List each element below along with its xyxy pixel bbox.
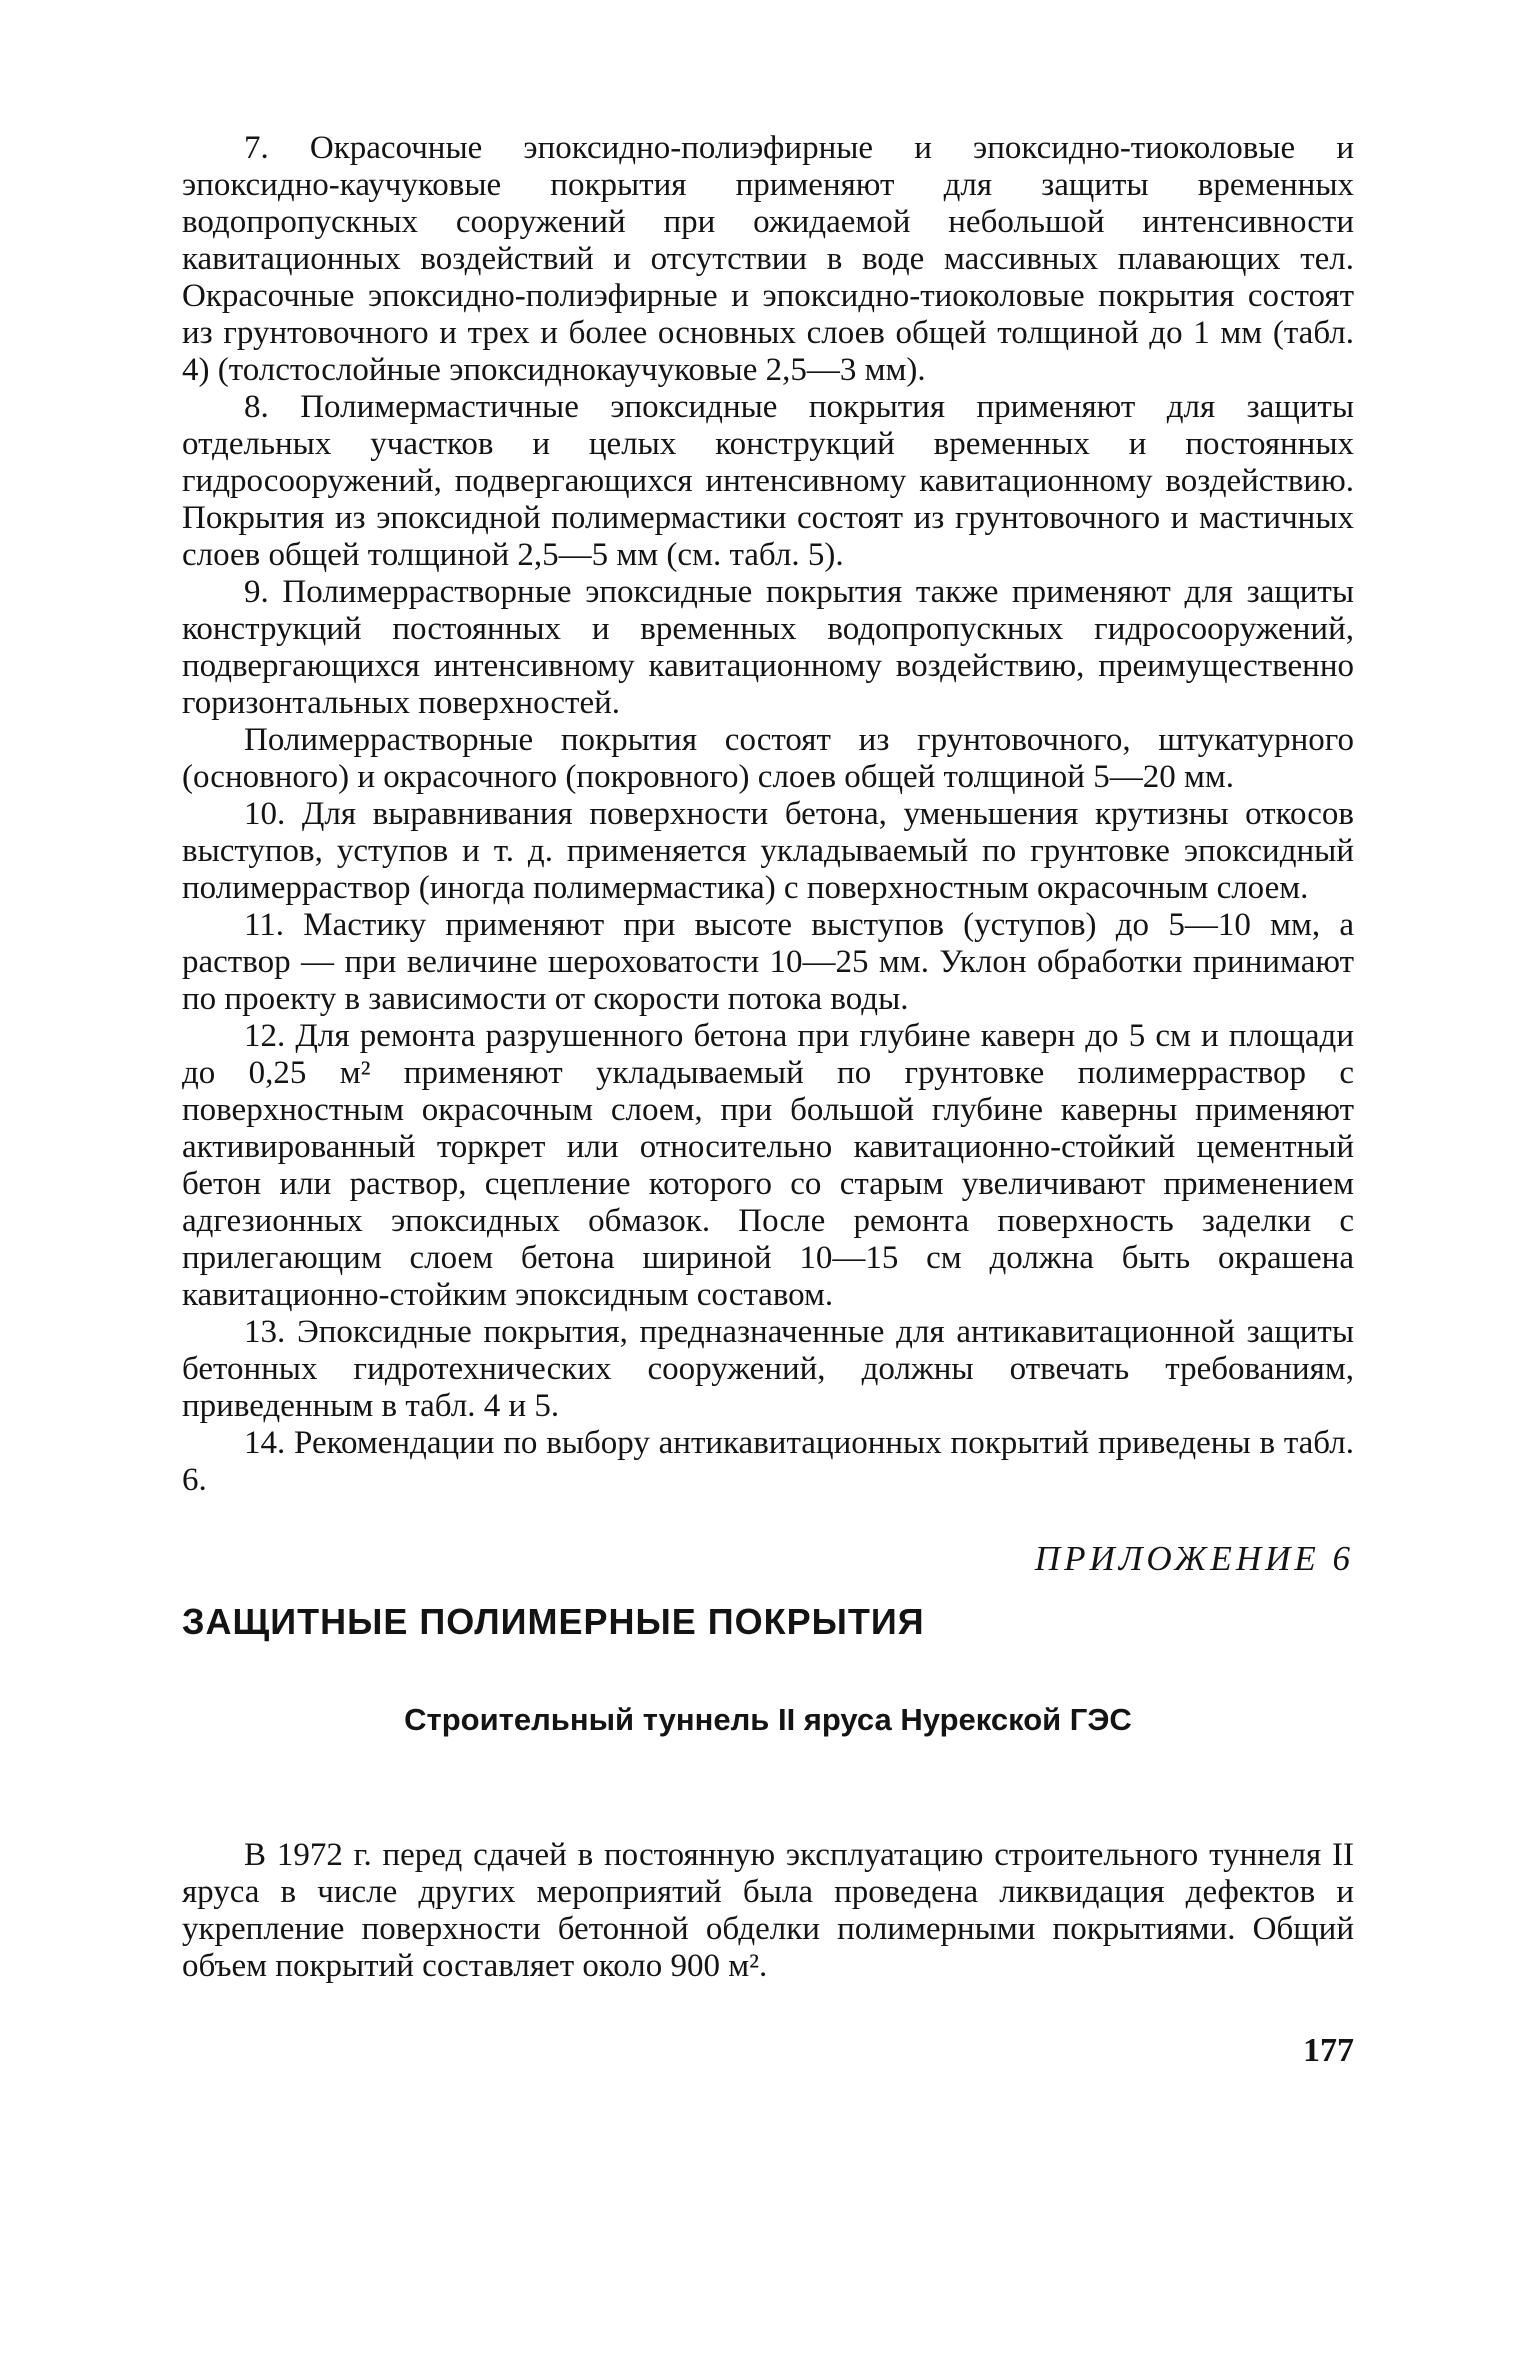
paragraph-9: 9. Полимеррастворные эпоксидные покрытия также применяют для защиты конструкций постоянных и временных водопропускных гидросооружений, подвергающихся интенсивному кавитационному воздействию, преимущественно горизонтальных поверхностей.: [182, 574, 1354, 721]
intro-paragraph: В 1972 г. перед сдачей в постоянную эксплуатацию строительного туннеля II яруса в числе других мероприятий была проведена ликвидация дефектов и укрепление поверхности бетонной обделки полимерными покрытиями. Общий объем покрытий составляет около 900 м².: [182, 1837, 1354, 1984]
page-content: [182, 130, 1354, 2071]
paragraph-7: 7. Окрасочные эпоксидно-полиэфирные и эпоксидно-тиоколовые и эпоксидно-каучуковые покрытия применяют для защиты временных водопропускных сооружений при ожидаемой небольшой интенсивности кавитационных воздействий и отсутствии в воде массивных плавающих тел. Окрасочные эпоксидно-полиэфирные и эпоксидно-тиоколовые покрытия состоят из грунтовочного и трех и более основных слоев общей толщиной до 1 мм (табл. 4) (толстослойные эпоксиднокаучуковые 2,5—3 мм).: [182, 130, 1354, 388]
section-title: ЗАЩИТНЫЕ ПОЛИМЕРНЫЕ ПОКРЫТИЯ: [182, 1601, 925, 1642]
paragraph-9-continued: Полимеррастворные покрытия состоят из грунтовочного, штукатурного (основного) и окрасочного (покровного) слоев общей толщиной 5—20 мм.: [182, 722, 1354, 795]
paragraph-14: 14. Рекомендации по выбору антикавитационных покрытий приведены в табл. 6.: [182, 1425, 1354, 1498]
page-number: 177: [1303, 2032, 1354, 2069]
paragraph-10: 10. Для выравнивания поверхности бетона, уменьшения крутизны откосов выступов, уступов и т. д. применяется укладываемый по грунтовке эпоксидный полимерраствор (иногда полимермастика) с поверхностным окрасочным слоем.: [182, 796, 1354, 906]
paragraph-13: 13. Эпоксидные покрытия, предназначенные для антикавитационной защиты бетонных гидротехнических сооружений, должны отвечать требованиям, приведенным в табл. 4 и 5.: [182, 1314, 1354, 1424]
appendix-label: ПРИЛОЖЕНИЕ 6: [1034, 1539, 1354, 1578]
paragraph-12: 12. Для ремонта разрушенного бетона при глубине каверн до 5 см и площади до 0,25 м² применяют укладываемый по грунтовке полимерраствор с поверхностным окрасочным слоем, при большой глубине каверны применяют активированный торкрет или относительно кавитационно-стойкий цементный бетон или раствор, сцепление которого со старым увеличивают применением адгезионных эпоксидных обмазок. После ремонта поверхность заделки с прилегающим слоем бетона шириной 10—15 см должна быть окрашена кавитационно-стойким эпоксидным составом.: [182, 1018, 1354, 1313]
paragraph-11: 11. Мастику применяют при высоте выступов (уступов) до 5—10 мм, а раствор — при величине шероховатости 10—25 мм. Уклон обработки принимают по проекту в зависимости от скорости потока воды.: [182, 907, 1354, 1017]
section-subtitle: Строительный туннель II яруса Нурекской ГЭС: [404, 1702, 1132, 1737]
paragraph-8: 8. Полимермастичные эпоксидные покрытия применяют для защиты отдельных участков и целых конструкций временных и постоянных гидросооружений, подвергающихся интенсивному кавитационному воздействию. Покрытия из эпоксидной полимермастики состоят из грунтовочного и мастичных слоев общей толщиной 2,5—5 мм (см. табл. 5).: [182, 389, 1354, 573]
